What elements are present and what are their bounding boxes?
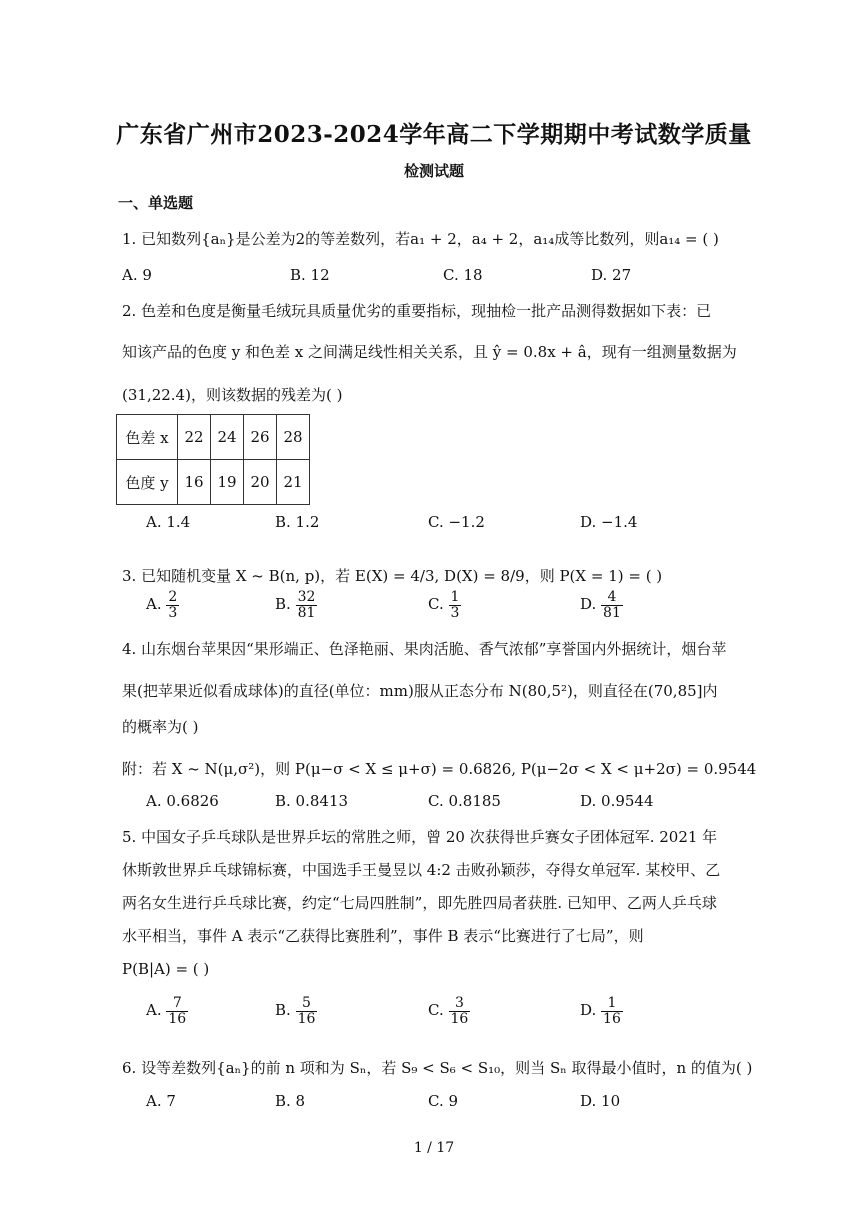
- q1-option-b: B. 12: [290, 266, 330, 284]
- fraction-numerator: 5: [296, 996, 318, 1012]
- q4-option-b: B. 0.8413: [275, 792, 349, 810]
- document-title: 广东省广州市2023-2024学年高二下学期期中考试数学质量: [116, 121, 752, 148]
- table-cell: 色差 x: [117, 415, 178, 460]
- question-5-line-3: 两名女生进行乒乓球比赛，约定“七局四胜制”，即先胜四局者获胜. 已知甲、乙两人乒乓球: [122, 894, 717, 912]
- option-fraction: [296, 590, 318, 620]
- data-table: [116, 414, 310, 505]
- table-cell: 21: [277, 460, 310, 505]
- question-6: 6. 设等差数列{aₙ}的前 n 项和为 Sₙ，若 S₉ < S₆ < S₁₀，则当 Sₙ 取得最小值时，n 的值为( ): [122, 1059, 753, 1077]
- q2-option-c: C. −1.2: [428, 513, 485, 531]
- option-label: C.: [428, 1001, 444, 1020]
- table-cell: 色度 y: [117, 460, 178, 505]
- fraction-numerator: 4: [601, 590, 623, 606]
- question-4-hint: 附：若 X ~ N(μ,σ²)，则 P(μ−σ < X ≤ μ+σ) = 0.6826, P(μ−2σ < X < μ+2σ) = 0.9544: [122, 760, 757, 778]
- table-cell: 16: [178, 460, 211, 505]
- question-5-line-1: 5. 中国女子乒乓球队是世界乒坛的常胜之师，曾 20 次获得世乒赛女子团体冠军. 2021 年: [122, 828, 718, 846]
- q2-option-a: A. 1.4: [146, 513, 191, 531]
- fraction-denominator: 16: [603, 1010, 621, 1027]
- option-label: D.: [580, 1001, 597, 1020]
- fraction-denominator: 81: [297, 604, 316, 621]
- table-row: [117, 460, 310, 505]
- q4-option-c: C. 0.8185: [428, 792, 501, 810]
- q1-option-d: D. 27: [591, 266, 632, 284]
- option-fraction: [166, 590, 179, 620]
- option-fraction: [449, 996, 471, 1026]
- option-label: D.: [580, 595, 597, 614]
- q5-option-a: [146, 996, 188, 1026]
- q3-option-b: [275, 590, 317, 620]
- q6-option-c: C. 9: [428, 1092, 459, 1110]
- option-label: B.: [275, 1001, 291, 1020]
- table-cell: 19: [211, 460, 244, 505]
- q5-option-b: [275, 996, 317, 1026]
- question-5-line-5: P(B|A) = ( ): [122, 960, 210, 978]
- q6-option-b: B. 8: [275, 1092, 306, 1110]
- q6-option-a: A. 7: [146, 1092, 176, 1110]
- q1-option-a: A. 9: [122, 266, 152, 284]
- question-5-line-2: 休斯敦世界乒乓球锦标赛，中国选手王曼昱以 4:2 击败孙颖莎，夺得女单冠军. 某校甲、乙: [122, 861, 721, 879]
- document-subtitle: 检测试题: [403, 162, 464, 180]
- fraction-numerator: 1: [601, 996, 623, 1012]
- question-5-line-4: 水平相当，事件 A 表示“乙获得比赛胜利”，事件 B 表示“比赛进行了七局”，则: [122, 927, 644, 945]
- q5-option-c: [428, 996, 470, 1026]
- fraction-denominator: 3: [450, 604, 460, 621]
- table-cell: 24: [211, 415, 244, 460]
- fraction-denominator: 16: [168, 1010, 187, 1027]
- page-number: 1 / 17: [413, 1140, 455, 1156]
- question-2-line-3: (31,22.4)，则该数据的残差为( ): [122, 386, 343, 404]
- option-label: B.: [275, 595, 291, 614]
- fraction-numerator: 32: [297, 589, 316, 605]
- q4-option-d: D. 0.9544: [580, 792, 654, 810]
- q6-option-d: D. 10: [580, 1092, 621, 1110]
- option-fraction: [449, 590, 462, 620]
- fraction-denominator: 16: [450, 1010, 469, 1027]
- table-cell: 22: [178, 415, 211, 460]
- option-label: C.: [428, 595, 444, 614]
- option-fraction: [601, 590, 623, 620]
- q3-option-c: [428, 590, 461, 620]
- option-fraction: [296, 996, 318, 1026]
- q2-option-d: D. −1.4: [580, 513, 638, 531]
- fraction-numerator: 2: [168, 589, 178, 605]
- section-heading: 一、单选题: [118, 194, 194, 212]
- fraction-denominator: 3: [168, 604, 178, 621]
- option-label: A.: [146, 595, 162, 614]
- option-fraction: [601, 996, 623, 1026]
- fraction-denominator: 81: [603, 604, 621, 621]
- q3-option-a: [146, 590, 179, 620]
- question-2-line-2: 知该产品的色度 y 和色差 x 之间满足线性相关关系，且 ŷ = 0.8x + â，现有一组测量数据为: [122, 343, 737, 361]
- question-1: 1. 已知数列{aₙ}是公差为2的等差数列，若a₁ + 2，a₄ + 2，a₁₄成等比数列，则a₁₄ = ( ): [122, 230, 719, 248]
- q3-option-d: [580, 590, 623, 620]
- q1-option-c: C. 18: [443, 266, 483, 284]
- question-4-line-1: 4. 山东烟台苹果因“果形端正、色泽艳丽、果肉活脆、香气浓郁”享誉国内外据统计，烟台苹: [122, 640, 727, 658]
- fraction-denominator: 16: [297, 1010, 316, 1027]
- q4-option-a: A. 0.6826: [146, 792, 219, 810]
- fraction-numerator: 3: [449, 996, 471, 1012]
- table-cell: 28: [277, 415, 310, 460]
- option-label: A.: [146, 1001, 162, 1020]
- question-2-line-1: 2. 色差和色度是衡量毛绒玩具质量优劣的重要指标，现抽检一批产品测得数据如下表：已: [122, 302, 712, 320]
- table-cell: 26: [244, 415, 277, 460]
- option-fraction: [166, 996, 188, 1026]
- q5-option-d: [580, 996, 623, 1026]
- question-3: 3. 已知随机变量 X ~ B(n, p)，若 E(X) = 4/3, D(X) = 8/9，则 P(X = 1) = ( ): [122, 567, 663, 585]
- question-4-line-3: 的概率为( ): [122, 718, 199, 736]
- question-4-line-2: 果(把苹果近似看成球体)的直径(单位：mm)服从正态分布 N(80,5²)，则直径在(70,85]内: [122, 682, 718, 700]
- fraction-numerator: 7: [166, 996, 188, 1012]
- table-row: [117, 415, 310, 460]
- q2-option-b: B. 1.2: [275, 513, 320, 531]
- table-cell: 20: [244, 460, 277, 505]
- fraction-numerator: 1: [450, 589, 460, 605]
